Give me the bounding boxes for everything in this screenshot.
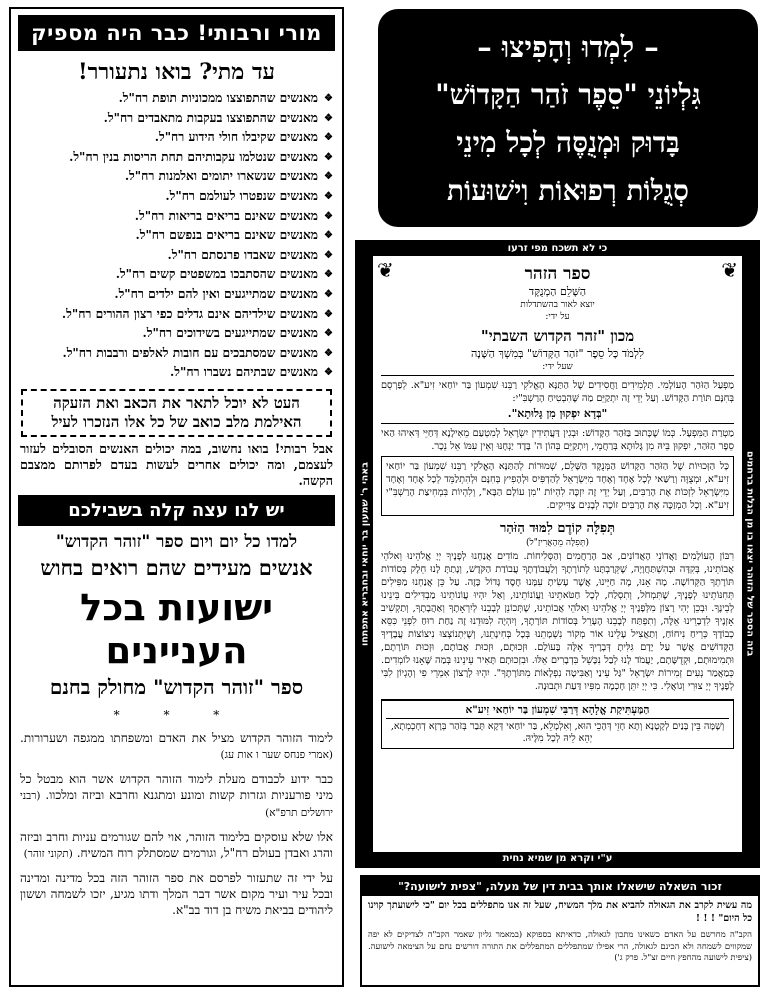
book-footer-line-1: הַמַּעְתִּיקַת אֱלָהָא דְּרַבִּי שִׁמְעוֹן בַּר יוֹחַאי זִיע"א — [386, 704, 729, 719]
list-item: ❖ מאנשים שנפטרו לעולמם רח"ל. — [18, 187, 333, 207]
list-item: ❖ מאנשים שאינם בריאים בריאות רח"ל. — [18, 207, 333, 227]
prayer-subtitle: (תְּפִלָּה מֵהָאֲרִיזַ"ל) — [525, 538, 590, 548]
list-item: ❖ מאנשים שבתיהם נשברו רח"ל. — [18, 363, 333, 383]
project-paragraph: מַפְעַל הַזֹּהַר הָעוֹלָמִי. תַּלְמִידִים וַחֲסִידִים שֶׁל הַתַּנָּא הָאֱלֹקִי רַבֵּנוּ שִׁמְעוֹן בַּר יוֹחַאי זִיע"א. לְפַרְסֵם בְּחִנָּם תּוֹרַת הַקָּדוֹשׁ. וְעַל יְדֵי זֶה יִתְקַיֵּם מַה שֶּׁהִבְטִיחַ הָרַשְׁבִּ"י: — [381, 380, 734, 404]
list-item: ❖ מאנשים שאינם בריאים בנפשם רח"ל. — [18, 226, 333, 246]
list-item: ❖ מאנשים שהתפוצצו ממכוניות תופת רח"ל. — [18, 89, 333, 109]
quote-paragraph: כבר ידוע לכבודם מעלת לימוד הזוהר הקדוש אשר הוא מבטל כל מיני פורעניות וגזרות קשות ומונע ומתגנא וחרבא וביזה ומלכוו. (רבני ירושלים תרפ"א) — [20, 771, 333, 819]
title-line: סְגֻלּוֹת רְפוּאוֹת וִישׁוּעוֹת — [447, 174, 689, 207]
title-line: – לִמְדוּ וְהָפִיצוּ – — [477, 30, 659, 64]
testimony-line: אנשים מעידים שהם רואים בחוש — [40, 554, 313, 580]
remember-question-box — [360, 875, 760, 987]
list-item: ❖ מאנשים שנטלמו עקבותיהם תחת הריסות בנין רח"ל. — [18, 148, 333, 168]
remember-question-note: הקב"ה מחרשם על האדם כשאינו מתכון לגאולה, כדאיתא בספוקא (במאמר גליון שאמר הקב"ה לצדיקים לא יפה שמקווים לשמחה ולא הכינם לגאולה, הרי אפילו שמתפללים המתפללים את התורה דורשים נחם על הצימאה לישועה. (ציפית לישועה מהחפץ חיים זצ"ל. פרק ג') — [368, 929, 752, 962]
goal-paragraph: מַטְרַת הַמִּפְעָל. כְּמוֹ שֶׁכָּתוּב בַּזֹּהַר הַקָּדוֹשׁ: וּבְגִין דַּעֲתִידִין יִשְׂרָאֵל לְמִטְעַם מֵאִילָנָא דְּחַיֵּי דְּאִיהוּ הַאי סֵפֶר הַזֹּהַר, יִפְקוּן בֵּיהּ מִן גָּלוּתָא בְּרַחֲמֵי, וְיִתְקַיֵּם בְּהוֹן ה' בָּדָד יַנְחֶנּוּ וְאֵין עִמּוֹ אֵל נֵכָר. — [381, 428, 734, 452]
left-sub-heading: עד מתי? בואו נתעורר! — [77, 59, 276, 85]
list-item: ❖ מאנשים שקיבלו חולי הידוע רח"ל. — [18, 128, 333, 148]
institute-name: מכון "זהר הקדוש השבתי" — [480, 327, 635, 345]
quote-paragraph: על ידי זה שתעזור לפרסם את ספר הזוהר הזה בכל מדינה ומדינה ובכל עיר ועיר מקום אשר דבר המלך ודתו מגיע, יזכו לשמחה וששון ליהודים בביאת משיח בן דוד בב"א. — [20, 870, 333, 917]
diamond-bullet-icon: ❖ — [324, 347, 333, 359]
prayer-title: תְּפִלָּה קוֹדֶם לִמּוּד הַזֹּהַר — [499, 521, 616, 536]
book-footer-line-2: וְשָׁמָּה בֵּין בָּנַיִם לְקָטָנָא וְתָא חָזֵי דְּהָכֵי הוּא, וְאִלְמָלֵא, בַּר יוֹחַאי דְּקָא תָּבַר בְּזֹהַר בְּרָזָא דְחָכְמְתָא, יְהֵא לֵיהּ לְכָל מִלֶּיהּ. — [390, 721, 725, 744]
diamond-bullet-icon: ❖ — [324, 171, 333, 183]
corner-ornament-icon: ❦ — [721, 258, 738, 282]
remember-question-text: מה עשית לקרב את הגאולה להביא את מלך המשיח, שעל זה אנו מתפללים בכל יום "כי לישועתך קוינו כל היום" ! ! ! — [368, 900, 752, 924]
book-inner — [373, 256, 742, 852]
diamond-bullet-icon: ❖ — [324, 367, 333, 379]
diamond-bullet-icon: ❖ — [324, 132, 333, 144]
rights-box: כָּל הַזְּכוּיוֹת שֶׁל הַזֹּהַר הַקָּדוֹשׁ הַמְּנֻקָּד הַשָּׁלֵם, שְׁמוּרוֹת לְהַתַּנָּא הָאֱלֹקִי רַבֵּנוּ שִׁמְעוֹן בַּר יוֹחַאי זִיע"א, וּמְצֻוֶּה וְרַשַּׁאי לְכָל אֶחָד וְאֶחָד מִיִּשְׂרָאֵל לְהַדְפִּיס וּלְהָפִיץ בְּחִנָּם וּלְהִתְלַמֵּד לְכָל אֶחָד וְאֶחָד מִיִּשְׂרָאֵל לִזְכּוֹת אֶת הָרַבִּים, וְעַל יְדֵי זֶה יִזְכֶּה לִהְיוֹת "מִן עוֹלָם הַבָּא", וְלִהְיוֹת בִּמְחִיצַת הָרַשְׁבִּ"י זִיע"א. וְכָל הַמְזַכֶּה אֶת הָרַבִּים זוֹכֶה לְבָנִים צַדִּיקִים. — [381, 456, 734, 516]
advice-banner: יש לנו עצה קלה בשבילכם — [18, 495, 335, 526]
list-item: ❖ מאנשים שהסתבכו במשפטים קשים רח"ל. — [18, 265, 333, 285]
left-column — [9, 7, 344, 987]
free-distribution-line: ספר "זוהר הקדוש" מחולק בחנם — [49, 674, 304, 699]
diamond-bullet-icon: ❖ — [324, 151, 333, 163]
list-item: ❖ מאנשים שמתייגעים בשידוכים רח"ל. — [18, 324, 333, 344]
diamond-bullet-icon: ❖ — [324, 210, 333, 222]
diamond-bullet-icon: ❖ — [324, 249, 333, 261]
pain-quote-box: העט לא יוכל לתאר את הכאב ואת הזעקה האילמת מלב כואב של כל אלו הנזכרו לעיל — [21, 389, 332, 437]
book-publisher-note: יוצא לאור בהשתדלות — [520, 300, 595, 310]
divider — [381, 423, 734, 424]
list-item: ❖ מאנשים שמסתבכים עם חובות לאלפים ורבבות רח"ל. — [18, 344, 333, 364]
book-title: ספר הזהר — [524, 264, 591, 284]
title-line: בָּדוּק וּמְנֻסֶּה לְכָל מִינֵי — [456, 126, 680, 159]
diamond-bullet-icon: ❖ — [324, 269, 333, 281]
list-item: ❖ מאנשים שנשארו יתומים ואלמנות רח"ל. — [18, 167, 333, 187]
book-footer-box — [381, 699, 734, 749]
book-subtitle: הַשָּׁלֵם הַמְנֻקָּד — [528, 285, 587, 298]
list-item: ❖ מאנשים שהתפוצצו בעקבות מתאבדים רח"ל. — [18, 109, 333, 129]
left-top-banner: מורי ורבותי! כבר היה מספיק — [18, 15, 335, 51]
list-item: ❖ מאנשים שילדיהם אינם גדלים כפי רצון ההורים רח"ל. — [18, 305, 333, 325]
prayer-text: רִבּוֹן הָעוֹלָמִים וַאֲדוֹנֵי הָאֲדוֹנִים, אַב הָרַחֲמִים וְהַסְּלִיחוֹת. מוֹדִים אֲנַחְנוּ לְפָנֶיךָ יְיָ אֱלֹהֵינוּ וֵאלֹהֵי אֲבוֹתֵינוּ, בְּקִדָּה וּבְהִשְׁתַּחֲוָיָה, שֶׁקֵּרַבְתָּנוּ לְתוֹרָתֶךָ וְלַעֲבוֹדָתֶךָ עֲבוֹדַת הַקֹּדֶשׁ, וְנָתַתָּ לָנוּ חֵלֶק בְּסוֹדוֹת תּוֹרָתְךָ הַקְּדוֹשָׁה. מָה אָנוּ, מֶה חַיֵּינוּ, אֲשֶׁר עָשִׂיתָ עִמָּנוּ חֶסֶד גָּדוֹל כָּזֶה. עַל כֵּן אֲנַחְנוּ מַפִּילִים תְּחִנּוֹתֵינוּ לְפָנֶיךָ, שֶׁתִּמְחֹל, וְתִסְלַח, לְכָל חַטֹּאתֵינוּ וַעֲוֹנוֹתֵינוּ, וְאַל יִהְיוּ עֲוֹנוֹתֵינוּ מַבְדִּילִים בֵּינֵינוּ לְבֵינֶךָ. וּבְכֵן יְהִי רָצוֹן מִלְּפָנֶיךָ יְיָ אֱלֹהֵינוּ וֵאלֹהֵי אֲבוֹתֵינוּ, שֶׁתְּכוֹנֵן לְבָבֵנוּ לְיִרְאָתֶךָ וְאַהֲבָתֶךָ, וְתַקְשִׁיב אָזְנֶיךָ לִדְבָרֵינוּ אֵלֶּה, וְתִפְתַּח לְבָבֵנוּ הֶעָרֵל בְּסוֹדוֹת תּוֹרָתֶךָ, וְיִהְיֶה לִמּוּדֵנוּ זֶה נַחַת רוּחַ לִפְנֵי כִּסֵּא כְבוֹדֶךָ כְּרֵיחַ נִיחוֹחַ, וְתַאֲצִיל עָלֵינוּ אוֹר מְקוֹר נִשְׁמָתֵנוּ בְּכָל בְּחִינָתֵנוּ, וְשֶׁיִּתְנוֹצְצוּ נִיצוֹצוֹת עֲבָדֶיךָ הַקְּדוֹשִׁים אֲשֶׁר עַל יָדָם גִּלִּיתָ דְּבָרֶיךָ אֵלֶּה בָּעוֹלָם. וּזְכוּתָם, וּזְכוּת אֲבוֹתָם, וּזְכוּת תּוֹרָתָם, וּתְמִימוּתָם, וּקְדֻשָּׁתָם, יַעֲמֹד לָנוּ לְבַל נִכָּשֵׁל בִּדְבָרִים אֵלּוּ. וּבִזְכוּתָם תָּאִיר עֵינֵינוּ בְּמַה שֶּׁאָנוּ לוֹמְדִים. כְּמַאֲמַר נְעִים זְמִירוֹת יִשְׂרָאֵל "גַּל עֵינַי וְאַבִּיטָה נִפְלָאוֹת מִתּוֹרָתֶךָ". יִהְיוּ לְרָצוֹן אִמְרֵי פִי וְהֶגְיוֹן לִבִּי לְפָנֶיךָ יְיָ צוּרִי וְגוֹאֲלִי. כִּי יְיָ יִתֵּן חָכְמָה מִפִּיו דַּעַת וּתְבוּנָה. — [381, 551, 734, 692]
list-item: ❖ מאנשים שמתייגעים ואין להם ילדים רח"ל. — [18, 285, 333, 305]
title-box — [378, 9, 758, 227]
corner-ornament-icon: ❦ — [377, 258, 394, 282]
remember-question-banner: זכור השאלה שישאלו אותך בבית דין של מעלה, "צפית לישועה?" — [362, 877, 758, 896]
frame-bottom-text: ע"י וקרא מן שמיא נחית — [502, 853, 613, 864]
quote-paragraph: אלו שלא עוסקים בלימוד הזוהר, אוי להם שגורמים עניות וחרב וביזה והרג ואבדן בעולם רח"ל, וגורמים שמסתלק רוח המשיח. (תקוני זוהר) — [20, 829, 333, 860]
frame-top-text: כי לא תשכח מפי זרעו — [507, 243, 608, 254]
diamond-bullet-icon: ❖ — [324, 288, 333, 300]
diamond-bullet-icon: ❖ — [324, 328, 333, 340]
book-by-2: שעל ידי: — [542, 362, 573, 372]
frame-side-left-text: באהי ר' שמעון בר יוחאי ובחבריא אתפתחו — [359, 462, 371, 646]
diamond-bullet-icon: ❖ — [324, 230, 333, 242]
list-item: ❖ מאנשים שאבדו פרנסתם רח"ל. — [18, 246, 333, 266]
study-line: למדו כל יום ויום ספר "זוהר הקדוש" — [55, 531, 298, 552]
divider — [381, 375, 734, 376]
institute-subtitle: לִלְמֹד כָּל סֵפֶר "זֹהַר הַקָּדוֹשׁ" בְּמִשְׁךְ הַשָּׁנָה — [470, 347, 645, 360]
quote-paragraph: לימוד הזוהר הקדוש מציל את האדם ומשפחתו ממגפה ושערורות. (אמרי פנחס שער ו אות עג) — [20, 730, 333, 761]
diamond-bullet-icon: ❖ — [324, 190, 333, 202]
title-line: גִּלְיוֹנֵי "סֵפֶר זֹהַר הַקָּדוֹשׁ" — [435, 78, 701, 111]
reasons-list — [18, 89, 335, 383]
diamond-bullet-icon: ❖ — [324, 93, 333, 104]
salvations-headline: ישועות בכל העניינים — [79, 585, 274, 672]
intro-paragraph: אבל רבותי! בואו נחשוב, במה יכולים האנשים הסובלים לעזור לעצמם, ומה יכולים אחרים לעשות בעדם לפרותם ממצבם הקשה. — [20, 440, 333, 488]
diamond-bullet-icon: ❖ — [324, 112, 333, 124]
project-quote: "בְּדָא יִפְקוּן מִן גָּלוּתָא". — [507, 407, 608, 420]
stars-divider: * * * — [113, 707, 240, 722]
diamond-bullet-icon: ❖ — [324, 308, 333, 320]
book-by: על ידי: — [545, 312, 570, 322]
frame-side-right-text: בזה הספר של הזוהר יצאו בו מן הגלות ברחמים — [744, 451, 756, 657]
book-title-page — [355, 240, 760, 868]
